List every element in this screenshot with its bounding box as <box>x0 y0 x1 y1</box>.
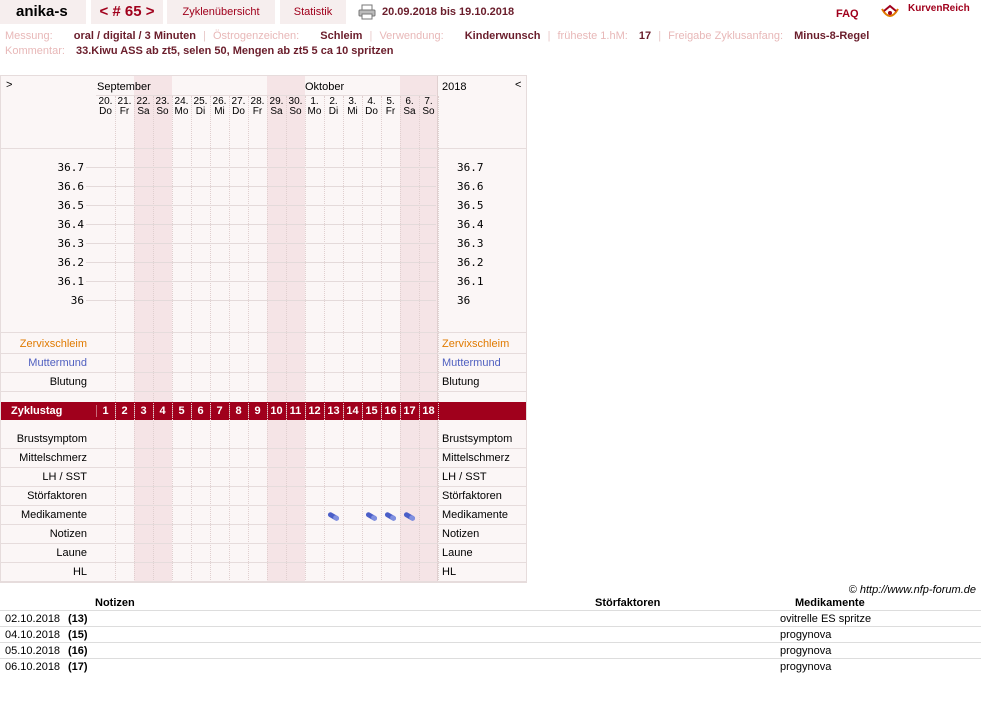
comment-value: 33.Kiwu ASS ab zt5, selen 50, Mengen ab zt5 5 ca 10 spritzen <box>75 45 394 57</box>
grid-vline <box>229 96 230 582</box>
temp-label-right: 36.3 <box>457 237 484 250</box>
release-label: Freigabe Zyklusanfang: <box>668 30 784 42</box>
separator: | <box>369 30 373 42</box>
row-divider <box>1 505 526 506</box>
day-number: 2. <box>329 96 338 107</box>
notes-row <box>0 642 981 659</box>
weekday: So <box>289 106 302 117</box>
usage-label: Verwendung: <box>379 30 444 42</box>
temp-gridline <box>86 224 436 225</box>
day-number: 21. <box>117 96 132 107</box>
note-cycle-day: (17) <box>68 661 88 673</box>
note-cycle-day: (16) <box>68 645 88 657</box>
note-medication: progynova <box>780 629 832 641</box>
cycle-chart <box>0 75 527 583</box>
row-divider <box>1 467 526 468</box>
cycle-day-number: 15 <box>365 405 378 417</box>
cycle-day-label: Zyklustag <box>11 405 63 417</box>
row-label-right[interactable]: Zervixschleim <box>442 338 510 350</box>
temp-label-left: 36.2 <box>57 256 84 269</box>
temp-gridline <box>86 167 436 168</box>
cycle-day-number: 14 <box>346 405 359 417</box>
release-value: Minus-8-Regel <box>794 30 870 42</box>
cycle-day-number: 3 <box>140 405 147 417</box>
weekday: Fr <box>252 106 263 117</box>
day-header[interactable] <box>400 97 419 117</box>
day-header[interactable] <box>229 97 248 117</box>
day-number: 25. <box>193 96 208 107</box>
cycle-navigator[interactable]: < # 65 > <box>91 0 163 24</box>
day-header[interactable] <box>381 97 400 117</box>
month-label-september: September <box>97 81 151 93</box>
day-header[interactable] <box>267 97 286 117</box>
day-number: 28. <box>250 96 265 107</box>
note-cycle-day: (13) <box>68 613 88 625</box>
row-divider <box>1 391 526 392</box>
grid-vline <box>191 96 192 582</box>
grid-vline <box>267 96 268 582</box>
printer-icon[interactable] <box>358 4 376 20</box>
row-label-left[interactable]: Blutung <box>49 376 87 388</box>
measure-label: Messung: <box>5 30 53 42</box>
grid-vline <box>362 96 363 582</box>
month-label-oktober: Oktober <box>305 81 345 93</box>
temp-label-right: 36.2 <box>457 256 484 269</box>
weekday: Mi <box>214 106 225 117</box>
weekend-column <box>286 76 305 582</box>
info-line-2 <box>5 45 393 57</box>
row-label-right[interactable]: Medikamente <box>442 509 509 521</box>
grid-vline <box>210 96 211 582</box>
day-number: 26. <box>212 96 227 107</box>
temp-gridline <box>86 186 436 187</box>
medication-pill-icon[interactable] <box>365 512 378 521</box>
temp-label-left: 36.7 <box>57 161 84 174</box>
temp-label-left: 36.4 <box>57 218 84 231</box>
temp-label-left: 36.5 <box>57 199 84 212</box>
note-date: 06.10.2018 <box>5 661 61 673</box>
col-header-disturbances: Störfaktoren <box>595 597 661 609</box>
temp-label-left: 36.1 <box>57 275 84 288</box>
separator: | <box>203 30 206 42</box>
earliest-value: 17 <box>638 30 652 42</box>
cycle-day-number: 4 <box>159 405 166 417</box>
temp-gridline <box>86 243 436 244</box>
row-divider <box>1 448 526 449</box>
temp-label-right: 36.1 <box>457 275 484 288</box>
weekend-column <box>400 76 419 582</box>
notes-row <box>0 610 981 627</box>
info-line-1 <box>5 30 869 42</box>
grid-vline <box>343 96 344 582</box>
day-header[interactable] <box>134 97 153 117</box>
username: anika-s <box>0 0 86 24</box>
weekday: So <box>156 106 169 117</box>
weekday: Do <box>99 106 112 117</box>
cycle-day-number: 18 <box>422 405 435 417</box>
weekday: Di <box>195 106 206 117</box>
divider <box>1 148 526 149</box>
day-header[interactable] <box>153 97 172 117</box>
cycle-day-number: 16 <box>384 405 397 417</box>
day-header[interactable] <box>419 97 438 117</box>
temp-gridline <box>86 262 436 263</box>
grid-vline <box>286 96 287 582</box>
row-divider <box>1 543 526 544</box>
notes-row <box>0 658 981 675</box>
day-header[interactable] <box>248 97 267 117</box>
kurvenreich-logo-icon[interactable] <box>880 3 900 21</box>
row-divider <box>1 562 526 563</box>
day-number: 30. <box>288 96 303 107</box>
row-label-left[interactable]: Medikamente <box>20 509 87 521</box>
day-number: 7. <box>424 96 433 107</box>
temp-gridline <box>86 205 436 206</box>
temp-gridline <box>86 300 436 301</box>
grid-vline <box>438 96 439 582</box>
row-label-left[interactable]: Muttermund <box>28 357 87 369</box>
grid-vline <box>115 96 116 582</box>
nav-next-button[interactable]: < <box>515 79 522 91</box>
day-number: 4. <box>367 96 376 107</box>
temp-label-left: 36.6 <box>57 180 84 193</box>
day-header[interactable] <box>191 97 210 117</box>
temp-gridline <box>86 281 436 282</box>
row-label-left[interactable]: Mittelschmerz <box>19 452 87 464</box>
grid-vline <box>153 96 154 582</box>
day-header[interactable] <box>115 97 134 117</box>
medication-pill-icon[interactable] <box>384 512 397 521</box>
grid-vline <box>324 96 325 582</box>
cycle-day-number: 10 <box>270 405 283 417</box>
row-divider <box>1 581 526 582</box>
cycle-day-number: 8 <box>235 405 242 417</box>
note-medication: progynova <box>780 661 832 673</box>
notes-row <box>0 626 981 643</box>
cycle-day-number: 11 <box>289 405 302 417</box>
row-label-right[interactable]: Muttermund <box>442 357 501 369</box>
grid-vline <box>134 96 135 582</box>
note-date: 05.10.2018 <box>5 645 61 657</box>
tab-cycle-overview[interactable]: Zyklenübersicht <box>167 0 275 24</box>
weekday: Do <box>365 106 378 117</box>
cycle-day-bar <box>1 402 526 420</box>
row-label-left[interactable]: LH / SST <box>42 471 87 483</box>
day-number: 23. <box>155 96 170 107</box>
measure-value: oral / digital / 3 Minuten <box>73 30 196 42</box>
day-header[interactable] <box>305 97 324 117</box>
row-label-left[interactable]: HL <box>72 566 87 578</box>
row-label-right[interactable]: Störfaktoren <box>442 490 502 502</box>
weekday: Mo <box>307 106 322 117</box>
day-number: 1. <box>310 96 319 107</box>
grid-vline <box>381 96 382 582</box>
day-header[interactable] <box>343 97 362 117</box>
day-number: 24. <box>174 96 189 107</box>
row-label-right[interactable]: Brustsymptom <box>442 433 513 445</box>
temp-label-right: 36 <box>457 294 471 307</box>
separator: | <box>658 30 662 42</box>
weekday: Do <box>232 106 245 117</box>
row-label-right[interactable]: LH / SST <box>442 471 487 483</box>
weekday: Sa <box>403 106 416 117</box>
col-header-notes: Notizen <box>95 597 135 609</box>
row-divider <box>1 524 526 525</box>
weekday: Di <box>328 106 339 117</box>
day-header[interactable] <box>286 97 305 117</box>
nav-prev-button[interactable]: > <box>6 79 13 91</box>
day-number: 22. <box>136 96 151 107</box>
day-number: 27. <box>231 96 246 107</box>
tab-statistics[interactable]: Statistik <box>280 0 346 24</box>
temp-label-right: 36.6 <box>457 180 484 193</box>
estrogen-label: Östrogenzeichen: <box>212 30 300 42</box>
weekend-column <box>267 76 286 582</box>
faq-link[interactable]: FAQ <box>836 8 859 20</box>
row-label-right[interactable]: HL <box>442 566 457 578</box>
cycle-day-number: 2 <box>121 405 128 417</box>
day-number: 6. <box>405 96 414 107</box>
day-number: 3. <box>348 96 357 107</box>
weekend-column <box>153 76 172 582</box>
row-divider <box>1 353 526 354</box>
note-medication: progynova <box>780 645 832 657</box>
note-date: 04.10.2018 <box>5 629 61 641</box>
grid-vline <box>419 96 420 582</box>
copyright[interactable]: © http://www.nfp-forum.de <box>848 584 976 596</box>
grid-vline <box>172 96 173 582</box>
earliest-label: früheste 1.hM: <box>557 30 628 42</box>
weekday: Sa <box>137 106 150 117</box>
grid-vline <box>305 96 306 582</box>
weekend-column <box>419 76 438 582</box>
cycle-day-number: 5 <box>178 405 185 417</box>
cycle-day-number: 6 <box>197 405 204 417</box>
grid-vline <box>400 96 401 582</box>
comment-label: Kommentar: <box>5 45 65 57</box>
day-number: 29. <box>269 96 284 107</box>
weekday: Fr <box>119 106 130 117</box>
row-label-right[interactable]: Blutung <box>442 376 480 388</box>
day-number: 20. <box>98 96 113 107</box>
day-number: 5. <box>386 96 395 107</box>
temp-label-left: 36.3 <box>57 237 84 250</box>
row-divider <box>1 372 526 373</box>
cycle-day-number: 17 <box>403 405 416 417</box>
temp-label-left: 36 <box>70 294 84 307</box>
weekday: So <box>422 106 435 117</box>
cycle-day-number: 7 <box>216 405 223 417</box>
col-header-medication: Medikamente <box>795 597 865 609</box>
weekday: Mo <box>174 106 189 117</box>
cycle-day-number: 12 <box>308 405 321 417</box>
usage-value: Kinderwunsch <box>464 30 541 42</box>
day-header[interactable] <box>172 97 191 117</box>
note-date: 02.10.2018 <box>5 613 61 625</box>
medication-pill-icon[interactable] <box>403 512 416 521</box>
note-medication: ovitrelle ES spritze <box>780 613 872 625</box>
separator: | <box>547 30 551 42</box>
temp-label-right: 36.4 <box>457 218 484 231</box>
row-label-left[interactable]: Notizen <box>49 528 87 540</box>
weekday: Fr <box>385 106 396 117</box>
kurvenreich-logo-text[interactable]: KurvenReich <box>908 3 970 14</box>
date-range: 20.09.2018 bis 19.10.2018 <box>382 6 515 18</box>
row-divider <box>1 486 526 487</box>
divider <box>1 332 526 333</box>
temp-label-right: 36.5 <box>457 199 484 212</box>
day-header[interactable] <box>96 97 115 117</box>
row-label-left[interactable]: Zervixschleim <box>19 338 87 350</box>
year-label: 2018 <box>442 81 467 93</box>
cycle-day-number: 9 <box>254 405 261 417</box>
cycle-day-number: 1 <box>102 405 109 417</box>
cycle-day-number: 13 <box>327 405 340 417</box>
row-label-left[interactable]: Laune <box>56 547 87 559</box>
row-label-right[interactable]: Notizen <box>442 528 480 540</box>
weekend-column <box>134 76 153 582</box>
weekday: Sa <box>270 106 283 117</box>
row-label-left[interactable]: Brustsymptom <box>16 433 87 445</box>
medication-pill-icon[interactable] <box>327 512 340 521</box>
day-header[interactable] <box>362 97 381 117</box>
row-label-right[interactable]: Laune <box>442 547 473 559</box>
day-header[interactable] <box>324 97 343 117</box>
estrogen-value: Schleim <box>320 30 363 42</box>
grid-vline <box>248 96 249 582</box>
weekday: Mi <box>347 106 358 117</box>
row-label-right[interactable]: Mittelschmerz <box>442 452 510 464</box>
note-cycle-day: (15) <box>68 629 88 641</box>
row-label-left[interactable]: Störfaktoren <box>27 490 87 502</box>
day-header[interactable] <box>210 97 229 117</box>
temp-label-right: 36.7 <box>457 161 484 174</box>
